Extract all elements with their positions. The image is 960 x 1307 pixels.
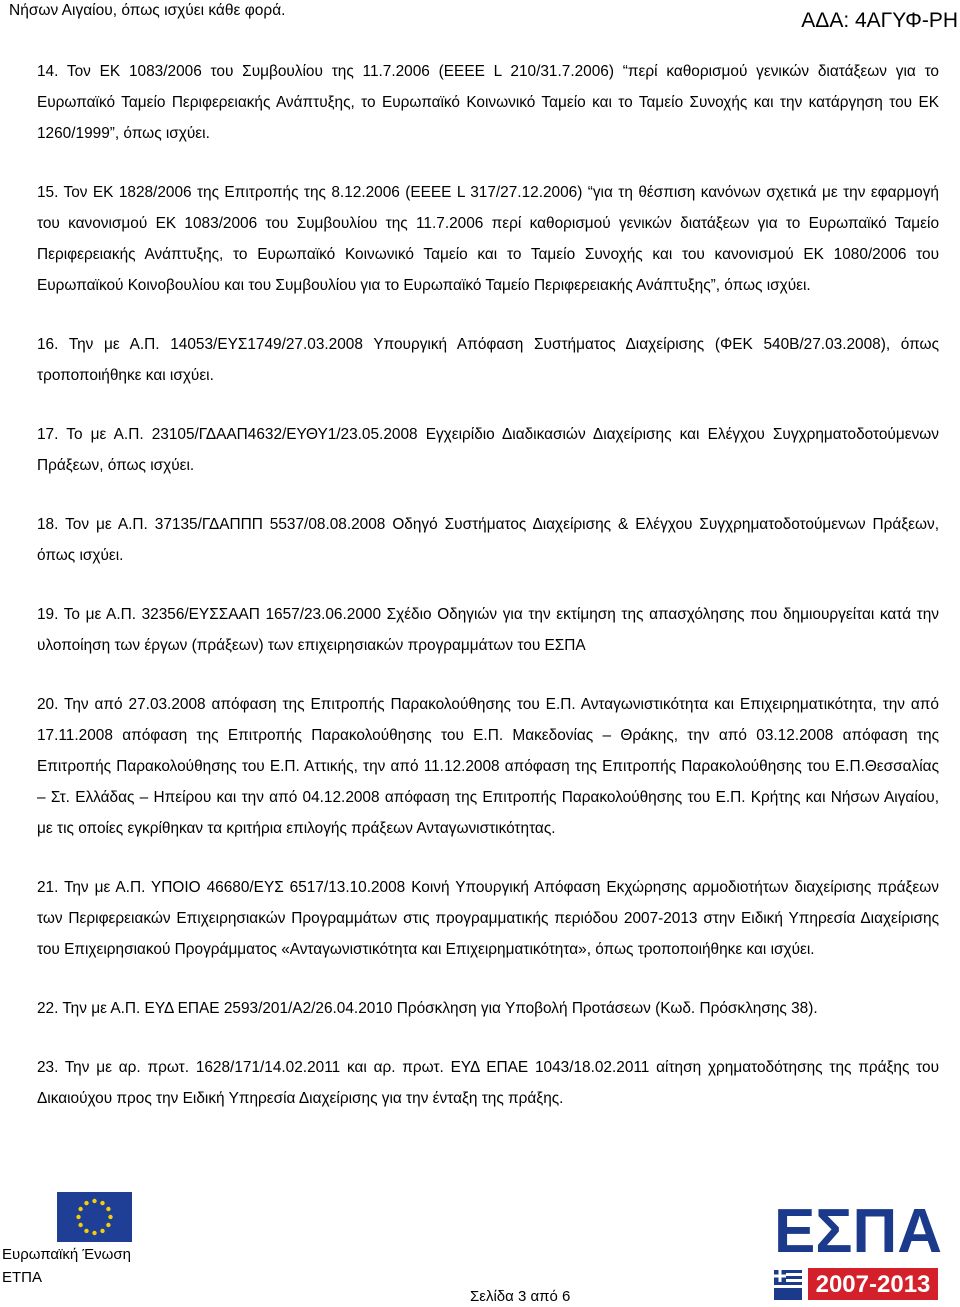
item-23: 23. Την με αρ. πρωτ. 1628/171/14.02.2011 και αρ. πρωτ. ΕΥΔ ΕΠΑΕ 1043/18.02.2011 αίτηση χρηματοδότησης της πράξης του Δικαιούχου προς την Ειδική Υπηρεσία Διαχείρισης για την ένταξη της πράξης.	[37, 1059, 939, 1107]
item-15: 15. Τον ΕΚ 1828/2006 της Επιτροπής της 8.12.2006 (ΕΕΕΕ L 317/27.12.2006) “για τη θέσπιση κανόνων σχετικά με την εφαρμογή του κανονισμού ΕΚ 1083/2006 του Συμβουλίου της 11.7.2006 περί καθορισμού γενικών διατάξεων για το Ευρωπαϊκό Ταμείο Περιφερειακής Ανάπτυξης, το Ευρωπαϊκό Κοινωνικό Ταμείο και το Ταμείο Συνοχής και του κανονισμού ΕΚ 1080/2006 του Ευρωπαϊκού Κοινοβουλίου και του Συμβουλίου για το Ευρωπαϊκό Ταμείο Περιφερειακής Ανάπτυξης”, όπως ισχύει.	[37, 184, 939, 294]
item-22: 22. Την με Α.Π. ΕΥΔ ΕΠΑΕ 2593/201/Α2/26.04.2010 Πρόσκληση για Υποβολή Προτάσεων (Κωδ. Πρόσκλησης 38).	[37, 1000, 818, 1017]
ada-code: ΑΔΑ: 4ΑΓΥΦ-ΡΗ	[801, 9, 958, 32]
eu-label: Ευρωπαϊκή Ένωση	[2, 1246, 131, 1263]
fund-label: ΕΤΠΑ	[2, 1269, 43, 1286]
item-17: 17. Το με Α.Π. 23105/ΓΔΑΑΠ4632/ΕΥΘΥ1/23.05.2008 Εγχειρίδιο Διαδικασιών Διαχείρισης και Ελέγχου Συγχρηματοδοτούμενων Πράξεων, όπως ισχύει.	[37, 426, 939, 474]
espa-logo-icon	[768, 1190, 943, 1303]
item-18: 18. Τον με Α.Π. 37135/ΓΔΑΠΠΠ 5537/08.08.2008 Οδηγό Συστήματος Διαχείρισης & Ελέγχου Συγχρηματοδοτούμενων Πράξεων, όπως ισχύει.	[37, 516, 939, 564]
header-continuation-text: Νήσων Αιγαίου, όπως ισχύει κάθε φορά.	[9, 2, 286, 19]
item-20: 20. Την από 27.03.2008 απόφαση της Επιτροπής Παρακολούθησης του Ε.Π. Ανταγωνιστικότητα και Επιχειρηματικότητα, την από 17.11.2008 απόφαση της Επιτροπής Παρακολούθησης του Ε.Π. Μακεδονίας – Θράκης, την από 03.12.2008 απόφαση της Επιτροπής Παρακολούθησης του Ε.Π. Αττικής, την από 11.12.2008 απόφαση της Επιτροπής Παρακολούθησης του Ε.Π.Θεσσαλίας – Στ. Ελλάδας – Ηπείρου και την από 04.12.2008 απόφαση της Επιτροπής Παρακολούθησης του Ε.Π. Κρήτης και Νήσων Αιγαίου, με τις οποίες εγκρίθηκαν τα κριτήρια επιλογής πράξεων Ανταγωνιστικότητας.	[37, 696, 939, 837]
espa-logo-wordmark: ΕΣΠΑ	[773, 1197, 943, 1266]
document-body	[37, 56, 939, 1114]
item-19: 19. Το με Α.Π. 32356/ΕΥΣΣΑΑΠ 1657/23.06.2000 Σχέδιο Οδηγιών για την εκτίμηση της απασχόλησης που δημιουργείται κατά την υλοποίηση των έργων (πράξεων) των επιχειρησιακών προγραμμάτων του ΕΣΠΑ	[37, 606, 939, 654]
eu-flag-icon	[57, 1192, 132, 1242]
item-21: 21. Την με Α.Π. ΥΠΟΙΟ 46680/ΕΥΣ 6517/13.10.2008 Κοινή Υπουργική Απόφαση Εκχώρησης αρμοδιοτήτων διαχείρισης πράξεων των Περιφερειακών Επιχειρησιακών Προγραμμάτων στις προγραμματικής περιόδου 2007-2013 στην Ειδική Υπηρεσία Διαχείρισης του Επιχειρησιακού Προγράμματος «Ανταγωνιστικότητα και Επιχειρηματικότητα», όπως τροποποιήθηκε και ισχύει.	[37, 879, 939, 958]
espa-logo-years: 2007-2013	[815, 1271, 931, 1298]
item-16: 16. Την με Α.Π. 14053/ΕΥΣ1749/27.03.2008 Υπουργική Απόφαση Συστήματος Διαχείρισης (ΦΕΚ 540Β/27.03.2008), όπως τροποποιήθηκε και ισχύει.	[37, 336, 939, 384]
item-14: 14. Τον ΕΚ 1083/2006 του Συμβουλίου της 11.7.2006 (ΕΕΕΕ L 210/31.7.2006) “περί καθορισμού γενικών διατάξεων για το Ευρωπαϊκό Ταμείο Περιφερειακής Ανάπτυξης, το Ευρωπαϊκό Κοινωνικό Ταμείο και το Ταμείο Συνοχής και την κατάργηση του ΕΚ 1260/1999”, όπως ισχύει.	[37, 63, 939, 142]
page-number: Σελίδα 3 από 6	[470, 1288, 571, 1305]
